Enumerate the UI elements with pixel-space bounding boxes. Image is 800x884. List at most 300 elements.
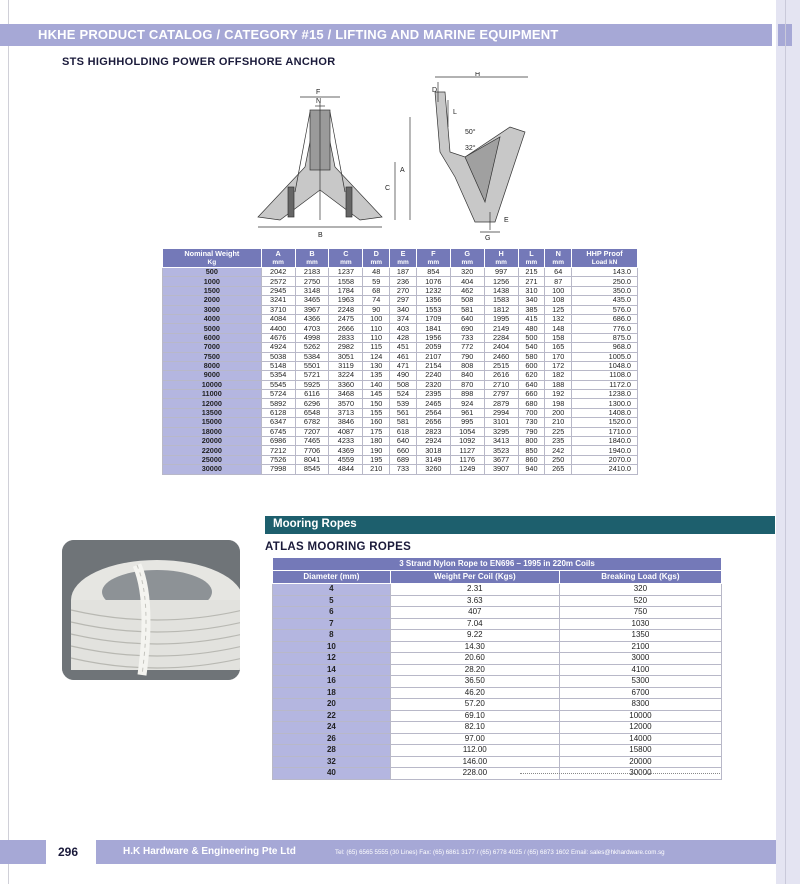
anchor-value-cell: 340 — [518, 296, 545, 305]
anchor-value-cell: 3846 — [329, 418, 363, 427]
anchor-value-cell: 508 — [390, 380, 417, 389]
anchor-table-row — [163, 390, 638, 399]
rope-value-cell: 15800 — [559, 745, 721, 757]
rope-value-cell: 97.00 — [390, 733, 559, 745]
rope-value-cell: 320 — [559, 584, 721, 596]
anchor-value-cell: 4084 — [261, 314, 295, 323]
anchor-value-cell: 172 — [545, 361, 572, 370]
anchor-col-header: HHP Proof Load kN — [572, 249, 638, 268]
diagram-label-g: G — [485, 235, 491, 242]
anchor-value-cell: 790 — [450, 352, 484, 361]
anchor-value-cell: 561 — [390, 408, 417, 417]
anchor-value-cell: 190 — [363, 446, 390, 455]
rope-value-cell: 12000 — [559, 722, 721, 734]
anchor-value-cell: 2320 — [416, 380, 450, 389]
anchor-value-cell: 110 — [363, 324, 390, 333]
anchor-col-header: B mm — [295, 249, 329, 268]
rope-diameter-cell: 10 — [273, 641, 391, 653]
anchor-value-cell: 3149 — [416, 455, 450, 464]
anchor-value-cell: 3241 — [261, 296, 295, 305]
rope-table-header-row — [273, 571, 722, 584]
anchor-value-cell: 182 — [545, 371, 572, 380]
anchor-value-cell: 808 — [450, 361, 484, 370]
rope-value-cell: 3000 — [559, 653, 721, 665]
anchor-value-cell: 155 — [363, 408, 390, 417]
anchor-col-header: G mm — [450, 249, 484, 268]
anchor-value-cell: 350.0 — [572, 286, 638, 295]
anchor-weight-cell: 11000 — [163, 390, 262, 399]
anchor-value-cell: 4559 — [329, 455, 363, 464]
anchor-value-cell: 3413 — [484, 437, 518, 446]
anchor-value-cell: 297 — [390, 296, 417, 305]
anchor-value-cell: 90 — [363, 305, 390, 314]
anchor-value-cell: 180 — [363, 437, 390, 446]
anchor-value-cell: 2994 — [484, 408, 518, 417]
anchor-value-cell: 1583 — [484, 296, 518, 305]
anchor-value-cell: 618 — [390, 427, 417, 436]
anchor-diagram — [250, 72, 550, 242]
anchor-weight-cell: 4000 — [163, 314, 262, 323]
anchor-value-cell: 385 — [518, 305, 545, 314]
anchor-value-cell: 1108.0 — [572, 371, 638, 380]
anchor-value-cell: 640 — [518, 380, 545, 389]
diagram-label-h: H — [475, 72, 481, 78]
anchor-value-cell: 170 — [545, 352, 572, 361]
anchor-value-cell: 471 — [390, 361, 417, 370]
anchor-value-cell: 225 — [545, 427, 572, 436]
anchor-value-cell: 150 — [363, 399, 390, 408]
anchor-value-cell: 640 — [450, 314, 484, 323]
anchor-weight-cell: 1500 — [163, 286, 262, 295]
rope-value-cell: 28.20 — [390, 664, 559, 676]
anchor-value-cell: 5262 — [295, 343, 329, 352]
anchor-value-cell: 5354 — [261, 371, 295, 380]
anchor-value-cell: 87 — [545, 277, 572, 286]
rope-value-cell: 9.22 — [390, 630, 559, 642]
diagram-label-c: C — [385, 185, 391, 192]
anchor-value-cell: 403 — [390, 324, 417, 333]
rope-table-row — [273, 664, 722, 676]
anchor-value-cell: 1048.0 — [572, 361, 638, 370]
anchor-value-cell: 686.0 — [572, 314, 638, 323]
anchor-value-cell: 1841 — [416, 324, 450, 333]
anchor-weight-cell: 18000 — [163, 427, 262, 436]
page-margin-line — [8, 0, 9, 884]
anchor-value-cell: 576.0 — [572, 305, 638, 314]
anchor-value-cell: 428 — [390, 333, 417, 342]
anchor-value-cell: 7212 — [261, 446, 295, 455]
anchor-weight-cell: 7500 — [163, 352, 262, 361]
rope-value-cell: 46.20 — [390, 687, 559, 699]
footer-company: H.K Hardware & Engineering Pte Ltd — [123, 846, 296, 857]
anchor-value-cell: 108 — [545, 296, 572, 305]
anchor-col-header: H mm — [484, 249, 518, 268]
anchor-value-cell: 3224 — [329, 371, 363, 380]
anchor-value-cell: 5892 — [261, 399, 295, 408]
anchor-value-cell: 2154 — [416, 361, 450, 370]
anchor-value-cell: 5384 — [295, 352, 329, 361]
anchor-col-header: Nominal Weight Kg — [163, 249, 262, 268]
anchor-value-cell: 236 — [390, 277, 417, 286]
anchor-value-cell: 1784 — [329, 286, 363, 295]
anchor-value-cell: 3360 — [329, 380, 363, 389]
anchor-value-cell: 4676 — [261, 333, 295, 342]
anchor-value-cell: 145 — [363, 390, 390, 399]
diagram-label-n: N — [316, 98, 322, 105]
anchor-value-cell: 2475 — [329, 314, 363, 323]
rope-value-cell: 5300 — [559, 676, 721, 688]
anchor-value-cell: 2572 — [261, 277, 295, 286]
rope-value-cell: 146.00 — [390, 756, 559, 768]
anchor-value-cell: 840 — [450, 371, 484, 380]
anchor-value-cell: 540 — [518, 343, 545, 352]
anchor-value-cell: 195 — [363, 455, 390, 464]
anchor-value-cell: 2710 — [484, 380, 518, 389]
rope-value-cell: 36.50 — [390, 676, 559, 688]
anchor-value-cell: 995 — [450, 418, 484, 427]
anchor-value-cell: 5925 — [295, 380, 329, 389]
anchor-value-cell: 2284 — [484, 333, 518, 342]
anchor-table-row — [163, 314, 638, 323]
diagram-label-angle2: 32° — [465, 145, 476, 152]
mooring-rope-table — [272, 557, 722, 780]
anchor-value-cell: 5501 — [295, 361, 329, 370]
anchor-table-row — [163, 333, 638, 342]
rope-table-row — [273, 710, 722, 722]
right-edge-stripe — [776, 0, 800, 884]
anchor-value-cell: 2149 — [484, 324, 518, 333]
rope-table-row — [273, 630, 722, 642]
anchor-value-cell: 250 — [545, 455, 572, 464]
anchor-weight-cell: 6000 — [163, 333, 262, 342]
anchor-value-cell: 242 — [545, 446, 572, 455]
anchor-table-row — [163, 446, 638, 455]
rope-table-row — [273, 733, 722, 745]
rope-diameter-cell: 12 — [273, 653, 391, 665]
anchor-value-cell: 7207 — [295, 427, 329, 436]
anchor-value-cell: 1956 — [416, 333, 450, 342]
anchor-value-cell: 2564 — [416, 408, 450, 417]
anchor-weight-cell: 7000 — [163, 343, 262, 352]
anchor-value-cell: 1963 — [329, 296, 363, 305]
anchor-value-cell: 175 — [363, 427, 390, 436]
anchor-value-cell: 3713 — [329, 408, 363, 417]
anchor-table-row — [163, 465, 638, 474]
anchor-value-cell: 160 — [363, 418, 390, 427]
anchor-value-cell: 3465 — [295, 296, 329, 305]
anchor-value-cell: 2240 — [416, 371, 450, 380]
rope-value-cell: 10000 — [559, 710, 721, 722]
anchor-value-cell: 1300.0 — [572, 399, 638, 408]
rope-value-cell: 69.10 — [390, 710, 559, 722]
anchor-value-cell: 404 — [450, 277, 484, 286]
rope-diameter-cell: 5 — [273, 595, 391, 607]
anchor-col-header: D mm — [363, 249, 390, 268]
anchor-value-cell: 660 — [390, 446, 417, 455]
anchor-value-cell: 1356 — [416, 296, 450, 305]
anchor-value-cell: 462 — [450, 286, 484, 295]
rope-value-cell: 57.20 — [390, 699, 559, 711]
anchor-value-cell: 235 — [545, 437, 572, 446]
mooring-section-bar — [265, 516, 775, 534]
rope-diameter-cell: 26 — [273, 733, 391, 745]
anchor-value-cell: 2750 — [295, 277, 329, 286]
anchor-value-cell: 340 — [390, 305, 417, 314]
rope-value-cell: 14000 — [559, 733, 721, 745]
rope-value-cell: 1350 — [559, 630, 721, 642]
anchor-value-cell: 968.0 — [572, 343, 638, 352]
anchor-value-cell: 135 — [363, 371, 390, 380]
rope-value-cell: 82.10 — [390, 722, 559, 734]
anchor-value-cell: 1237 — [329, 268, 363, 277]
anchor-value-cell: 435.0 — [572, 296, 638, 305]
anchor-value-cell: 860 — [518, 455, 545, 464]
anchor-value-cell: 730 — [518, 418, 545, 427]
anchor-value-cell: 480 — [518, 324, 545, 333]
anchor-value-cell: 3523 — [484, 446, 518, 455]
anchor-value-cell: 5724 — [261, 390, 295, 399]
anchor-value-cell: 790 — [518, 427, 545, 436]
rope-value-cell: 20.60 — [390, 653, 559, 665]
anchor-value-cell: 188 — [545, 380, 572, 389]
anchor-value-cell: 2616 — [484, 371, 518, 380]
anchor-table-row — [163, 455, 638, 464]
anchor-value-cell: 6347 — [261, 418, 295, 427]
anchor-table-row — [163, 352, 638, 361]
page-number: 296 — [58, 845, 79, 859]
anchor-value-cell: 6745 — [261, 427, 295, 436]
anchor-value-cell: 110 — [363, 333, 390, 342]
anchor-table-row — [163, 268, 638, 277]
rope-table-row — [273, 756, 722, 768]
diagram-label-l: L — [453, 109, 457, 116]
anchor-value-cell: 2183 — [295, 268, 329, 277]
anchor-value-cell: 1709 — [416, 314, 450, 323]
anchor-value-cell: 689 — [390, 455, 417, 464]
catalog-header-banner — [0, 24, 772, 46]
anchor-value-cell: 1408.0 — [572, 408, 638, 417]
anchor-table-row — [163, 437, 638, 446]
anchor-value-cell: 451 — [390, 343, 417, 352]
anchor-table-header-row — [163, 249, 638, 268]
anchor-value-cell: 4233 — [329, 437, 363, 446]
anchor-value-cell: 59 — [363, 277, 390, 286]
anchor-value-cell: 132 — [545, 314, 572, 323]
anchor-value-cell: 1940.0 — [572, 446, 638, 455]
anchor-table-row — [163, 296, 638, 305]
anchor-value-cell: 4369 — [329, 446, 363, 455]
anchor-value-cell: 143.0 — [572, 268, 638, 277]
anchor-value-cell: 1005.0 — [572, 352, 638, 361]
atlas-section-title: ATLAS MOORING ROPES — [265, 541, 412, 553]
rope-value-cell: 14.30 — [390, 641, 559, 653]
anchor-value-cell: 700 — [518, 408, 545, 417]
diagram-label-b: B — [318, 232, 323, 239]
anchor-value-cell: 130 — [363, 361, 390, 370]
anchor-value-cell: 2059 — [416, 343, 450, 352]
rope-table-row — [273, 653, 722, 665]
anchor-table-row — [163, 380, 638, 389]
anchor-value-cell: 733 — [390, 465, 417, 474]
rope-value-cell: 3.63 — [390, 595, 559, 607]
anchor-value-cell: 2797 — [484, 390, 518, 399]
anchor-value-cell: 581 — [390, 418, 417, 427]
anchor-value-cell: 7706 — [295, 446, 329, 455]
anchor-table-row — [163, 305, 638, 314]
anchor-table-row — [163, 418, 638, 427]
anchor-value-cell: 415 — [518, 314, 545, 323]
anchor-value-cell: 6128 — [261, 408, 295, 417]
anchor-value-cell: 3570 — [329, 399, 363, 408]
rope-value-cell: 228.00 — [390, 768, 559, 780]
rope-value-cell: 750 — [559, 607, 721, 619]
anchor-value-cell: 1520.0 — [572, 418, 638, 427]
anchor-weight-cell: 20000 — [163, 437, 262, 446]
anchor-value-cell: 620 — [518, 371, 545, 380]
anchor-value-cell: 310 — [518, 286, 545, 295]
anchor-value-cell: 3051 — [329, 352, 363, 361]
anchor-weight-cell: 22000 — [163, 446, 262, 455]
anchor-table-row — [163, 371, 638, 380]
anchor-value-cell: 4924 — [261, 343, 295, 352]
anchor-value-cell: 2460 — [484, 352, 518, 361]
anchor-value-cell: 2833 — [329, 333, 363, 342]
rope-diameter-cell: 18 — [273, 687, 391, 699]
anchor-value-cell: 165 — [545, 343, 572, 352]
anchor-value-cell: 1092 — [450, 437, 484, 446]
anchor-value-cell: 776.0 — [572, 324, 638, 333]
rope-diameter-cell: 32 — [273, 756, 391, 768]
rope-diameter-cell: 4 — [273, 584, 391, 596]
rope-diameter-cell: 7 — [273, 618, 391, 630]
anchor-value-cell: 6548 — [295, 408, 329, 417]
anchor-value-cell: 690 — [450, 324, 484, 333]
rope-value-cell: 6700 — [559, 687, 721, 699]
anchor-value-cell: 215 — [518, 268, 545, 277]
anchor-value-cell: 3710 — [261, 305, 295, 314]
anchor-value-cell: 1076 — [416, 277, 450, 286]
rope-table-row — [273, 745, 722, 757]
anchor-value-cell: 490 — [390, 371, 417, 380]
anchor-value-cell: 2465 — [416, 399, 450, 408]
anchor-weight-cell: 25000 — [163, 455, 262, 464]
rope-value-cell: 112.00 — [390, 745, 559, 757]
anchor-value-cell: 187 — [390, 268, 417, 277]
anchor-col-header: E mm — [390, 249, 417, 268]
anchor-value-cell: 961 — [450, 408, 484, 417]
anchor-value-cell: 3101 — [484, 418, 518, 427]
anchor-table-row — [163, 408, 638, 417]
anchor-weight-cell: 3000 — [163, 305, 262, 314]
anchor-value-cell: 1127 — [450, 446, 484, 455]
anchor-table-row — [163, 343, 638, 352]
anchor-value-cell: 192 — [545, 390, 572, 399]
anchor-value-cell: 524 — [390, 390, 417, 399]
anchor-value-cell: 4400 — [261, 324, 295, 333]
rope-coil-photo — [62, 540, 240, 680]
anchor-value-cell: 1256 — [484, 277, 518, 286]
anchor-value-cell: 870 — [450, 380, 484, 389]
rope-diameter-cell: 16 — [273, 676, 391, 688]
anchor-table-row — [163, 399, 638, 408]
anchor-value-cell: 1553 — [416, 305, 450, 314]
anchor-value-cell: 2666 — [329, 324, 363, 333]
rope-value-cell: 30000 — [559, 768, 721, 780]
rope-value-cell: 1030 — [559, 618, 721, 630]
rope-table-row — [273, 687, 722, 699]
anchor-value-cell: 640 — [390, 437, 417, 446]
diagram-label-e: E — [504, 217, 509, 224]
diagram-label-d: D — [432, 87, 438, 94]
anchor-value-cell: 850 — [518, 446, 545, 455]
anchor-value-cell: 1176 — [450, 455, 484, 464]
anchor-value-cell: 2404 — [484, 343, 518, 352]
anchor-value-cell: 854 — [416, 268, 450, 277]
rope-value-cell: 4100 — [559, 664, 721, 676]
anchor-value-cell: 140 — [363, 380, 390, 389]
anchor-value-cell: 270 — [390, 286, 417, 295]
anchor-value-cell: 3260 — [416, 465, 450, 474]
anchor-value-cell: 924 — [450, 399, 484, 408]
anchor-weight-cell: 5000 — [163, 324, 262, 333]
rope-value-cell: 2100 — [559, 641, 721, 653]
anchor-value-cell: 3907 — [484, 465, 518, 474]
rope-value-cell: 20000 — [559, 756, 721, 768]
anchor-value-cell: 210 — [363, 465, 390, 474]
anchor-value-cell: 374 — [390, 314, 417, 323]
rope-diameter-cell: 6 — [273, 607, 391, 619]
anchor-value-cell: 997 — [484, 268, 518, 277]
anchor-weight-cell: 12000 — [163, 399, 262, 408]
rope-table-row — [273, 676, 722, 688]
rope-diameter-cell: 22 — [273, 710, 391, 722]
anchor-value-cell: 733 — [450, 333, 484, 342]
rope-col-header: Diameter (mm) — [273, 571, 391, 584]
anchor-value-cell: 265 — [545, 465, 572, 474]
anchor-value-cell: 2945 — [261, 286, 295, 295]
anchor-value-cell: 48 — [363, 268, 390, 277]
anchor-weight-cell: 8000 — [163, 361, 262, 370]
anchor-col-header: N mm — [545, 249, 572, 268]
anchor-value-cell: 1172.0 — [572, 380, 638, 389]
rope-diameter-cell: 24 — [273, 722, 391, 734]
anchor-value-cell: 1840.0 — [572, 437, 638, 446]
anchor-value-cell: 4366 — [295, 314, 329, 323]
anchor-value-cell: 2410.0 — [572, 465, 638, 474]
anchor-value-cell: 1238.0 — [572, 390, 638, 399]
anchor-value-cell: 7465 — [295, 437, 329, 446]
anchor-value-cell: 74 — [363, 296, 390, 305]
anchor-value-cell: 5038 — [261, 352, 295, 361]
anchor-value-cell: 2656 — [416, 418, 450, 427]
anchor-value-cell: 772 — [450, 343, 484, 352]
anchor-value-cell: 3148 — [295, 286, 329, 295]
diagram-label-a: A — [400, 167, 405, 174]
anchor-value-cell: 6296 — [295, 399, 329, 408]
anchor-value-cell: 3677 — [484, 455, 518, 464]
anchor-weight-cell: 9000 — [163, 371, 262, 380]
anchor-value-cell: 3967 — [295, 305, 329, 314]
anchor-value-cell: 2515 — [484, 361, 518, 370]
anchor-table-row — [163, 324, 638, 333]
anchor-value-cell: 1710.0 — [572, 427, 638, 436]
anchor-weight-cell: 13500 — [163, 408, 262, 417]
anchor-value-cell: 271 — [518, 277, 545, 286]
rope-table-row — [273, 641, 722, 653]
footer-contact: Tel: (65) 6565 5555 (30 Lines) Fax: (65) 6861 3177 / (65) 6778 4025 / (65) 6873 1602 Email: sales@hkhardware.com.sg — [335, 849, 665, 856]
anchor-value-cell: 581 — [450, 305, 484, 314]
mooring-section-label: Mooring Ropes — [273, 518, 357, 530]
